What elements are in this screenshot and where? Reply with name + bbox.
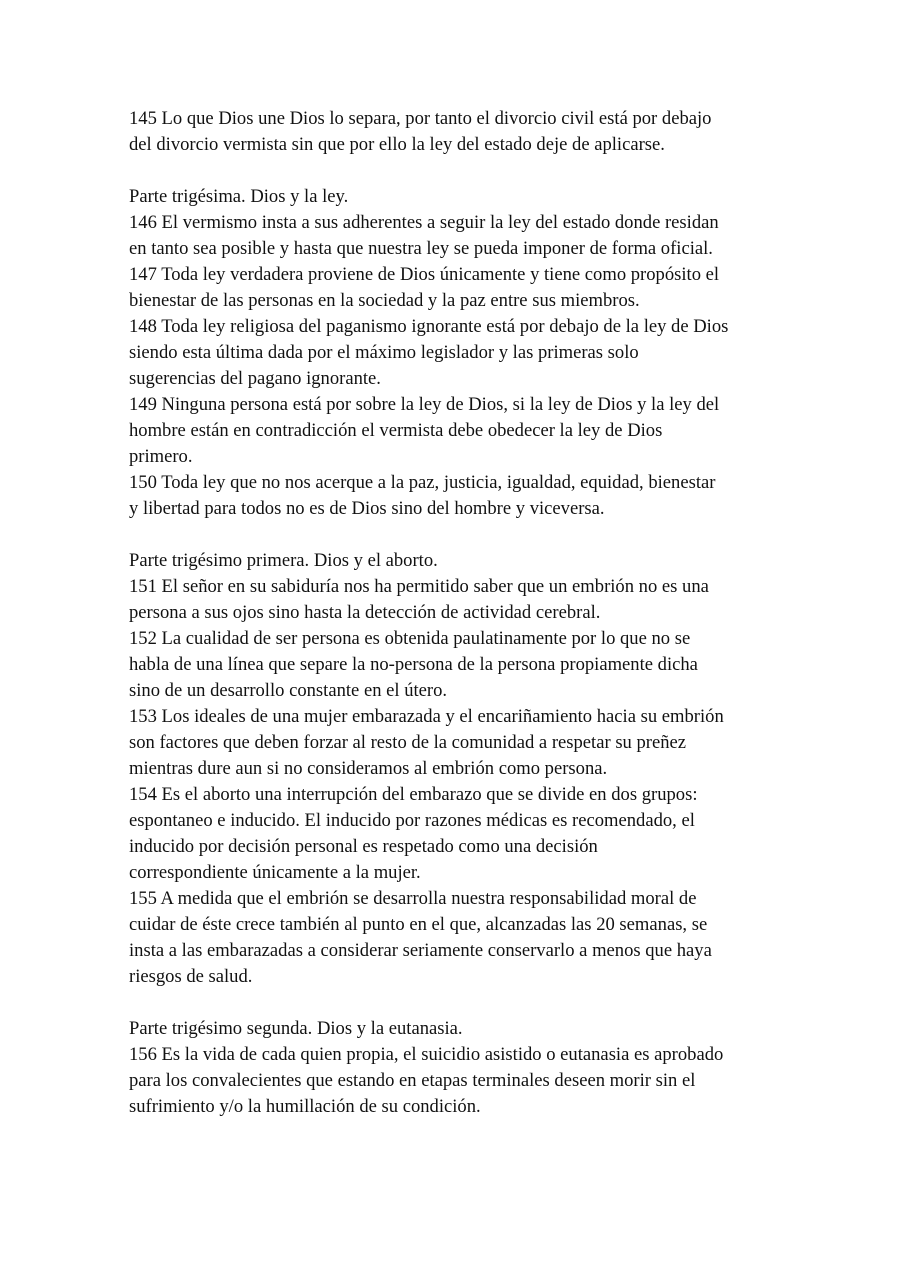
- paragraph-gap: [129, 522, 789, 548]
- text-line: primero.: [129, 446, 193, 467]
- document-body: [129, 106, 789, 1120]
- text-line: hombre están en contradicción el vermista debe obedecer la ley de Dios: [129, 420, 663, 441]
- text-line: persona a sus ojos sino hasta la detección de actividad cerebral.: [129, 602, 601, 623]
- text-line: 152 La cualidad de ser persona es obtenida paulatinamente por lo que no se: [129, 628, 691, 649]
- section-heading: Parte trigésimo primera. Dios y el aborto.: [129, 550, 438, 571]
- text-line: 150 Toda ley que no nos acerque a la paz, justicia, igualdad, equidad, bienestar: [129, 472, 716, 493]
- text-line: 154 Es el aborto una interrupción del embarazo que se divide en dos grupos:: [129, 784, 698, 805]
- text-line: siendo esta última dada por el máximo legislador y las primeras solo: [129, 342, 639, 363]
- text-line: riesgos de salud.: [129, 966, 253, 987]
- text-line: son factores que deben forzar al resto de la comunidad a respetar su preñez: [129, 732, 687, 753]
- text-line: para los convalecientes que estando en etapas terminales deseen morir sin el: [129, 1070, 696, 1091]
- text-line: sugerencias del pagano ignorante.: [129, 368, 381, 389]
- text-line: correspondiente únicamente a la mujer.: [129, 862, 421, 883]
- text-line: del divorcio vermista sin que por ello la ley del estado deje de aplicarse.: [129, 134, 665, 155]
- text-line: espontaneo e inducido. El inducido por razones médicas es recomendado, el: [129, 810, 695, 831]
- text-line: 149 Ninguna persona está por sobre la ley de Dios, si la ley de Dios y la ley del: [129, 394, 720, 415]
- text-line: 146 El vermismo insta a sus adherentes a seguir la ley del estado donde residan: [129, 212, 719, 233]
- text-line: bienestar de las personas en la sociedad y la paz entre sus miembros.: [129, 290, 640, 311]
- text-line: cuidar de éste crece también al punto en el que, alcanzadas las 20 semanas, se: [129, 914, 708, 935]
- text-line: habla de una línea que separe la no-persona de la persona propiamente dicha: [129, 654, 698, 675]
- paragraph-gap: [129, 990, 789, 1016]
- text-line: 148 Toda ley religiosa del paganismo ignorante está por debajo de la ley de Dios: [129, 316, 729, 337]
- text-line: mientras dure aun si no consideramos al embrión como persona.: [129, 758, 608, 779]
- text-line: en tanto sea posible y hasta que nuestra ley se pueda imponer de forma oficial.: [129, 238, 713, 259]
- section-heading: Parte trigésima. Dios y la ley.: [129, 186, 349, 207]
- text-line: 151 El señor en su sabiduría nos ha permitido saber que un embrión no es una: [129, 576, 709, 597]
- text-line: insta a las embarazadas a considerar seriamente conservarlo a menos que haya: [129, 940, 712, 961]
- text-line: 153 Los ideales de una mujer embarazada y el encariñamiento hacia su embrión: [129, 706, 724, 727]
- text-line: sino de un desarrollo constante en el útero.: [129, 680, 448, 701]
- text-line: 145 Lo que Dios une Dios lo separa, por tanto el divorcio civil está por debajo: [129, 108, 712, 129]
- section-heading: Parte trigésimo segunda. Dios y la eutanasia.: [129, 1018, 463, 1039]
- text-line: 147 Toda ley verdadera proviene de Dios únicamente y tiene como propósito el: [129, 264, 720, 285]
- paragraph-gap: [129, 158, 789, 184]
- text-line: inducido por decisión personal es respetado como una decisión: [129, 836, 598, 857]
- text-line: 155 A medida que el embrión se desarrolla nuestra responsabilidad moral de: [129, 888, 697, 909]
- text-line: y libertad para todos no es de Dios sino del hombre y viceversa.: [129, 498, 605, 519]
- text-line: sufrimiento y/o la humillación de su condición.: [129, 1096, 481, 1117]
- text-line: 156 Es la vida de cada quien propia, el suicidio asistido o eutanasia es aprobado: [129, 1044, 724, 1065]
